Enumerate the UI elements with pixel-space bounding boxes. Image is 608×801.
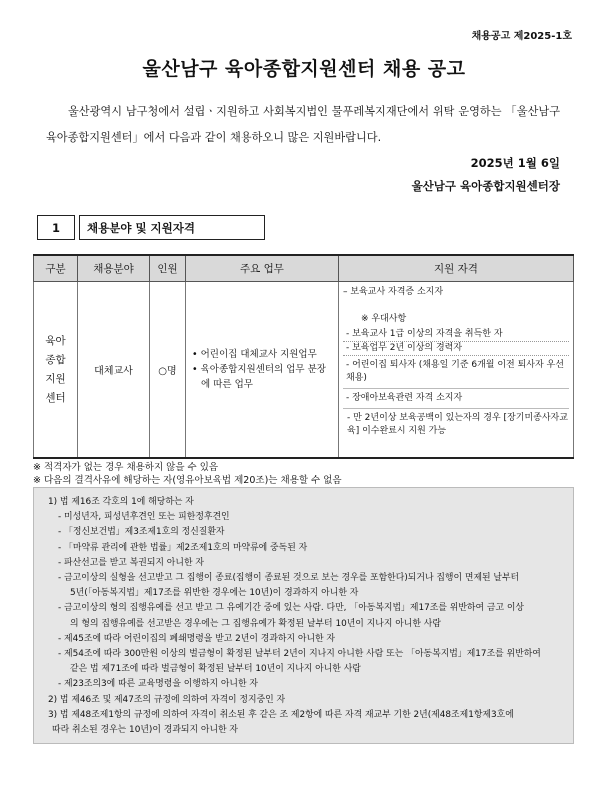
disqualification-line: - 금고이상의 실형을 선고받고 그 집행이 종료(집행이 종료된 것으로 보는 경우를 포함한다)되거나 집행이 면제된 날부터 [58,573,520,584]
page-title: 울산남구 육아종합지원센터 채용 공고 [142,58,466,80]
preference-item: - 어린이집 퇴사자 (채용일 기준 6개월 이전 퇴사자 우선 채용) [343,356,569,389]
disqualification-line: 같은 법 제71조에 따라 벌금형이 확정된 날부터 10년이 지나지 아니한 사람 [70,664,361,675]
header-count: 인원 [150,255,186,282]
preference-item: - 만 2년이상 보육공백이 있는자의 경우 [장기미종사자교육] 이수완료시 지원 가능 [347,413,568,436]
division-cell [34,282,78,459]
disqualification-line: 따라 취소된 경우는 10년)이 경과되지 아니한 자 [52,725,238,736]
disqualification-line: - 제45조에 따라 어린이집의 폐쇄명령을 받고 2년이 경과하지 아니한 자 [58,633,336,644]
division-line: 종합 [45,353,66,366]
disqualification-line: 1) 법 제16조 각호의 1에 해당하는 자 [48,497,194,507]
duty-item: • 어린이집 대체교사 지원업무 [192,349,317,360]
disqualification-line: - 「마약류 관리에 관한 법률」제2조제1호의 마약류에 중독된 자 [58,542,308,553]
disqualification-line: - 제54조에 따라 300만원 이상의 벌금형이 확정된 날부터 2년이 지나지 아니한 사람 또는 「아동복지법」제17조를 위반하여 [58,649,541,660]
count-cell: ○명 [150,282,186,459]
preference-item: - 보육교사 1급 이상의 자격을 취득한 자 [343,328,569,342]
disqualification-box [33,487,574,744]
disqualification-line: - 미성년자, 피성년후견인 또는 피한정후견인 [58,512,230,523]
notes [33,461,342,487]
disqualification-line: - 금고이상의 형의 집행유예를 선고 받고 그 유예기간 중에 있는 사람. 다만, 「아동복지법」제17조를 위반하여 금고 이상 [58,603,524,614]
division-line: 센터 [45,391,66,404]
disqualification-line: 3) 법 제48조제1항의 규정에 의하여 자격이 취소된 후 같은 조 제2항에 따른 자격 재교부 기한 2년(제48조제1항제3호에 [48,709,514,720]
disqualification-line: - 제23조의3에 따른 교육명령을 이행하지 아니한 자 [58,679,258,690]
preference-item: - 보육업무 2년 이상의 경력자 [343,342,569,356]
preference-title: ※ 우대사항 [361,314,407,324]
table-header-row [34,255,574,282]
division-line: 지원 [45,372,66,385]
disqualification-line: - 파산선고를 받고 복권되지 아니한 자 [58,557,204,568]
header-division: 구분 [34,255,78,282]
notice-number: 채용공고 제2025-1호 [471,31,572,42]
disqualification-line: 의 형의 집행유예를 선고받은 경우에는 그 집행유예가 확정된 날부터 10년이 지나지 아니한 사람 [70,618,441,629]
table-row [34,282,574,459]
header-qualifications: 지원 자격 [339,255,574,282]
issuing-organization: 울산남구 육아종합지원센터장 [411,179,560,193]
division-line: 육아 [45,334,66,347]
disqualification-line: 2) 법 제46조 및 제47조의 규정에 의하여 자격이 정지중인 자 [48,694,286,705]
disqualification-line: 5년(「아동복지법」제17조를 위반한 경우에는 10년)이 경과하지 아니한 자 [70,588,359,599]
intro-paragraph: 울산광역시 남구청에서 설립ㆍ지원하고 사회복지법인 물푸레복지재단에서 위탁 운영하는 「울산남구 육아종합지원센터」에서 다음과 같이 채용하오니 많은 지원바랍니다. [46,105,560,144]
note-line: ※ 적격자가 없는 경우 채용하지 않을 수 있음 [33,462,219,473]
notice-date: 2025년 1월 6일 [470,156,560,170]
section-number: 1 [37,215,75,240]
duties-cell [186,282,339,459]
qualification-main: – 보육교사 자격증 소지자 [343,287,444,297]
header-duties: 주요 업무 [186,255,339,282]
disqualification-line: - 「정신보건법」제3조제1호의 정신질환자 [58,527,225,538]
note-line: ※ 다음의 결격사유에 해당하는 자(영유아보육법 제20조)는 채용할 수 없음 [33,475,342,486]
field-cell: 대체교사 [78,282,150,459]
recruitment-table [33,254,574,459]
preference-item: - 장애아보육관련 자격 소지자 [343,389,569,409]
qualifications-cell [339,282,574,459]
header-field: 채용분야 [78,255,150,282]
section-title: 채용분야 및 지원자격 [79,215,265,240]
duty-item: • 육아종합지원센터의 업무 분장에 따른 업무 [192,364,326,390]
